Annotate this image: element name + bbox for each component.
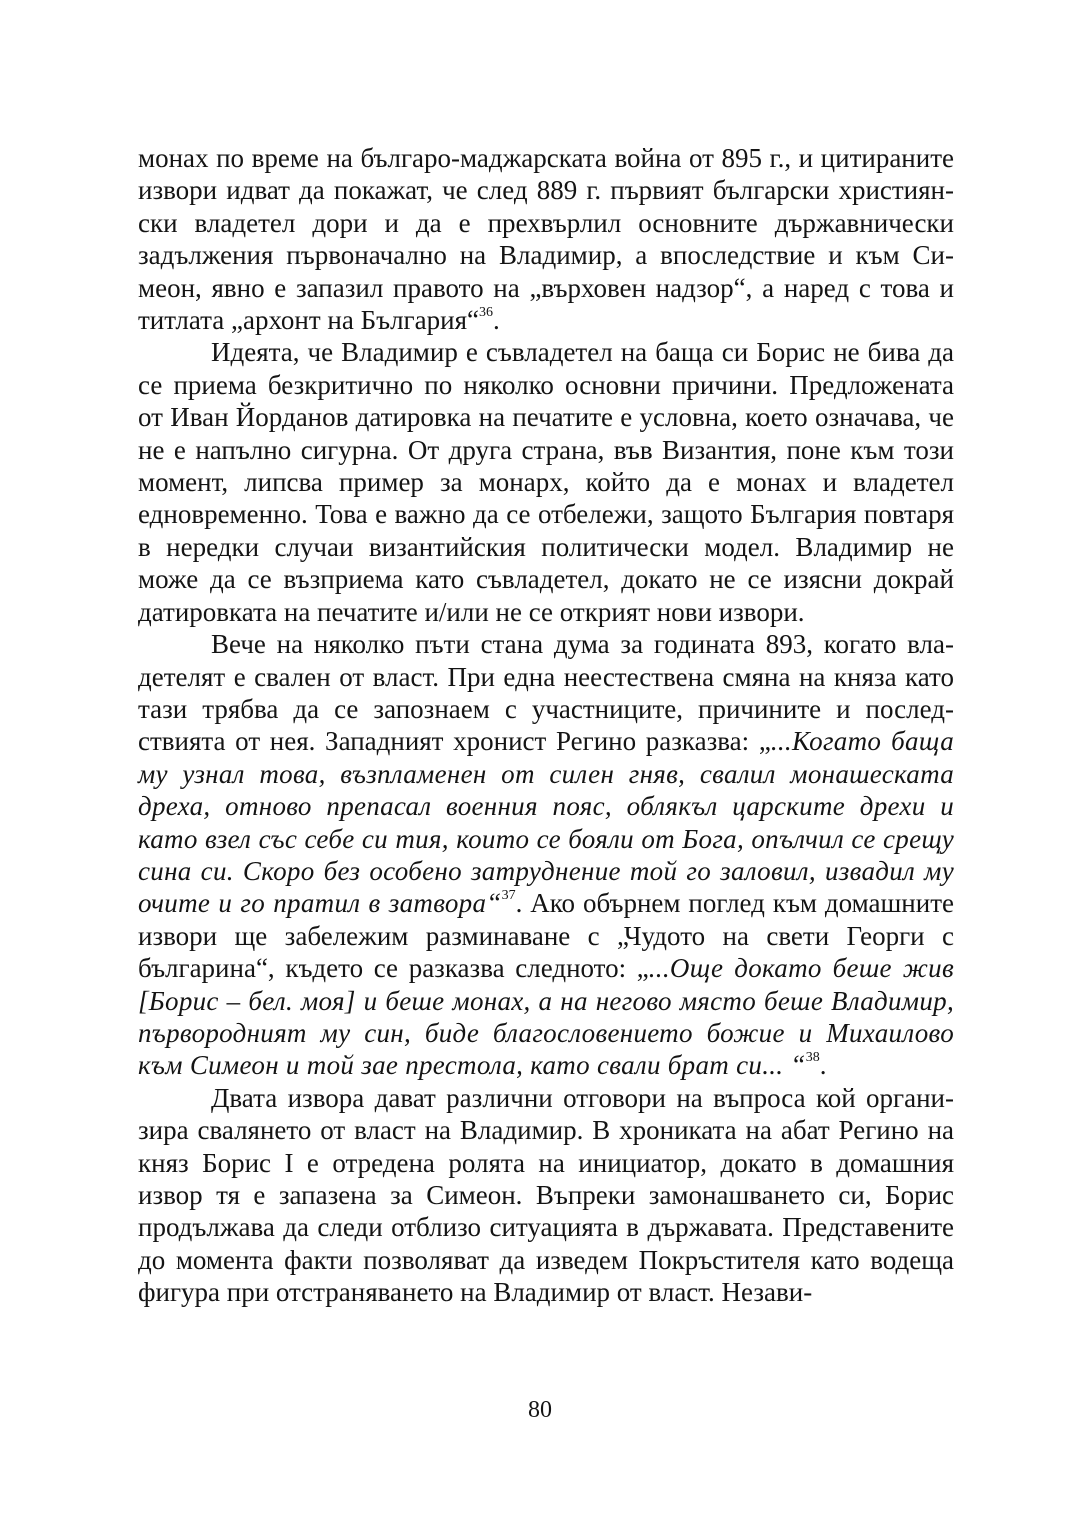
- paragraph-3: [138, 628, 954, 1082]
- paragraph-1-end: .: [492, 305, 500, 336]
- miracle-quote: ...Още докато беше жив [Борис – бел. моя] и беше монах, а на негово място беше Владимир, първородният му син, биде благословението божие и Михаилово към Симеон и той зае престола, като свали брат си... “: [138, 953, 954, 1081]
- paragraph-2: [138, 336, 954, 628]
- paragraph-3-end: .: [819, 1050, 827, 1081]
- footnote-ref-38: 38: [805, 1050, 820, 1066]
- quote-open-mark: „: [758, 726, 771, 757]
- regino-quote: ...Когато баща му узнал това, възпламенен от силен гняв, свалил монашеската дреха, отново препасал военния пояс, облякъл царските дрехи и като взел със себе си тия, които се бояли от Бога, опълчил се срещу сина си. Скоро без особено затруднение той го заловил, извадил му очите и го пратил в затвора“: [138, 726, 954, 919]
- paragraph-3-text-a: Вече на няколко пъти стана дума за годината 893, когато владетелят е свален от власт. При една неестествена смяна на княза като тази трябва да се запознаем с участниците, причините и последствията от нея. Западният хронист Регино разказва:: [138, 629, 954, 757]
- quote-open-mark-2: „: [636, 953, 649, 984]
- page-body: [138, 142, 954, 1309]
- paragraph-1: [138, 142, 954, 336]
- footnote-ref-36: 36: [478, 305, 493, 321]
- paragraph-2-text: Идеята, че Владимир е съвладетел на баща си Борис не бива да се приема безкритично по няколко основни причини. Предложената от Иван Йорданов датировка на печатите е условна, което означава, че не е напълно сигурна. От друга страна, във Византия, поне към този момент, липсва пример за монарх, който да е монах и владетел едновременно. Това е важно да се отбележи, защото България повтаря в нередки случаи византийския политически модел. Владимир не може да се възприема като съвладетел, докато не се изясни докрай датировката на печатите и/или не се открият нови извори.: [138, 337, 954, 627]
- page-number: 80: [528, 1397, 552, 1423]
- footnote-ref-37: 37: [501, 888, 516, 904]
- paragraph-3-text-b: . Ако обърнем поглед към домашните извори ще забележим разминаване с „Чудото на свети Георги с българина“, където се разказва следното:: [138, 888, 954, 984]
- paragraph-4: [138, 1082, 954, 1309]
- paragraph-1-text: монах по време на българо-маджарската война от 895 г., и цитираните извори идват да покажат, че след 889 г. първият български християнски владетел дори и да е прехвърлил основните държавнически задължения първоначално на Владимир, а впоследствие и към Симеон, явно е запазил правото на „върховен надзор“, а наред с това и титлата „архонт на България“: [138, 143, 954, 336]
- paragraph-4-text: Двата извора дават различни отговори на въпроса кой организира свалянето от власт на Владимир. В хрониката на абат Регино на княз Борис I е отредена ролята на инициатор, докато в домашния извор тя е запазена за Симеон. Въпреки замонашването си, Борис продължава да следи отблизо ситуацията в държавата. Представените до момента факти позволяват да изведем Покръстителя като водеща фигура при отстраняването на Владимир от власт. Незави-: [138, 1082, 954, 1308]
